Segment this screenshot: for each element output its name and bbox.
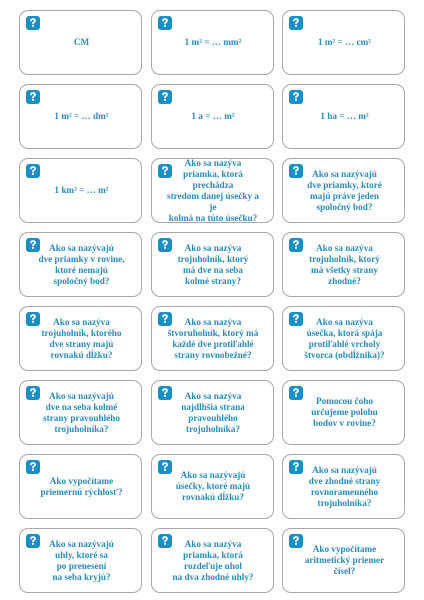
card-question-text: 1 ha = … m²	[320, 111, 369, 121]
question-mark-icon	[26, 90, 40, 104]
question-card	[282, 380, 405, 445]
question-card	[282, 158, 405, 223]
question-card	[19, 306, 142, 371]
question-card	[151, 528, 274, 593]
question-mark-icon	[289, 164, 303, 178]
question-card	[19, 454, 142, 519]
card-question-text: 1 m² = … mm²	[184, 37, 242, 47]
card-question-text: Ako sa nazývajú dve priamky, ktoré majú práve jeden spoločný bod?	[307, 168, 382, 212]
card-question-text: Ako sa nazýva priamka, ktorá prechádza stredom danej úsečky a je kolmá na túto úsečku?	[167, 157, 259, 223]
question-mark-icon	[289, 16, 303, 30]
question-mark-icon	[26, 312, 40, 326]
card-question-text: Ako sa nazýva trojuholník, ktorého dve strany majú rovnakú dĺžku?	[41, 316, 122, 360]
question-card	[282, 528, 405, 593]
question-card	[151, 158, 274, 223]
card-question-text: 1 m² = … cm²	[317, 37, 372, 47]
card-question-text: Ako sa nazývajú úsečky, ktoré majú rovnakú dĺžku?	[175, 470, 251, 502]
question-card	[151, 84, 274, 149]
card-question-text: Ako vypočítame priemernú rýchlosť?	[40, 475, 123, 497]
question-mark-icon	[26, 534, 40, 548]
question-mark-icon	[158, 90, 172, 104]
question-card	[19, 380, 142, 445]
card-question-text: 1 m² = … dm²	[54, 111, 109, 121]
question-mark-icon	[158, 238, 172, 252]
question-mark-icon	[289, 386, 303, 400]
card-question-text: Ako sa nazýva trojuholník, ktorý má dve na seba kolmé strany?	[177, 242, 249, 286]
question-card	[282, 306, 405, 371]
card-question-text: Ako sa nazýva úsečka, ktorá spája protiľahlé vrcholy štvorca (obdĺžnika)?	[304, 316, 385, 360]
question-card	[19, 232, 142, 297]
card-question-text: Ako sa nazýva trojuholník, ktorý má všetky strany zhodné?	[309, 242, 380, 286]
question-card	[151, 454, 274, 519]
question-mark-icon	[289, 238, 303, 252]
card-question-text: Ako sa nazývajú dve zhodné strany rovnoramenného trojuholníka?	[308, 464, 381, 508]
question-mark-icon	[26, 386, 40, 400]
question-mark-icon	[158, 312, 172, 326]
question-mark-icon	[158, 16, 172, 30]
question-card	[282, 232, 405, 297]
card-question-text: 1 km² = … m²	[54, 185, 109, 195]
question-mark-icon	[289, 460, 303, 474]
card-question-text: 1 a = … m²	[191, 111, 235, 121]
question-card	[19, 10, 142, 75]
question-card	[19, 158, 142, 223]
card-question-text: Ako sa nazýva najdlhšia strana pravouhlého trojuholníka?	[181, 390, 245, 434]
question-card	[282, 84, 405, 149]
question-mark-icon	[158, 386, 172, 400]
card-question-text: Ako vypočítame aritmetický priemer čísel?	[304, 544, 385, 576]
question-card	[151, 232, 274, 297]
question-mark-icon	[158, 460, 172, 474]
question-card	[19, 84, 142, 149]
question-mark-icon	[289, 312, 303, 326]
question-mark-icon	[26, 238, 40, 252]
card-question-text: Ako sa nazýva priamka, ktorá rozdeľuje uhol na dva zhodné uhly?	[172, 538, 254, 582]
question-card	[282, 454, 405, 519]
question-mark-icon	[26, 460, 40, 474]
card-question-text: Ako sa nazývajú dve priamky v rovine, ktoré nemajú spoločný bod?	[38, 242, 125, 286]
question-mark-icon	[26, 16, 40, 30]
question-mark-icon	[26, 164, 40, 178]
question-mark-icon	[289, 534, 303, 548]
question-card	[19, 528, 142, 593]
question-card-grid	[19, 10, 405, 593]
card-question-text: Ako sa nazýva štvoruholník, ktorý má každé dve protiľahlé strany rovnobežné?	[167, 316, 259, 360]
question-mark-icon	[158, 534, 172, 548]
card-question-text: Ako sa nazývajú dve na seba kolmé strany pravouhlého trojuholníka?	[43, 390, 120, 434]
question-mark-icon	[289, 90, 303, 104]
question-card	[151, 380, 274, 445]
card-question-text: CM	[73, 37, 90, 47]
question-card	[151, 306, 274, 371]
card-question-text: Pomocou čoho určujeme polohu bodov v rovine?	[311, 396, 378, 428]
question-card	[282, 10, 405, 75]
question-card	[151, 10, 274, 75]
card-question-text: Ako sa nazývajú uhly, ktoré sa po prenesení na seba kryjú?	[49, 538, 114, 582]
question-mark-icon	[158, 164, 172, 178]
